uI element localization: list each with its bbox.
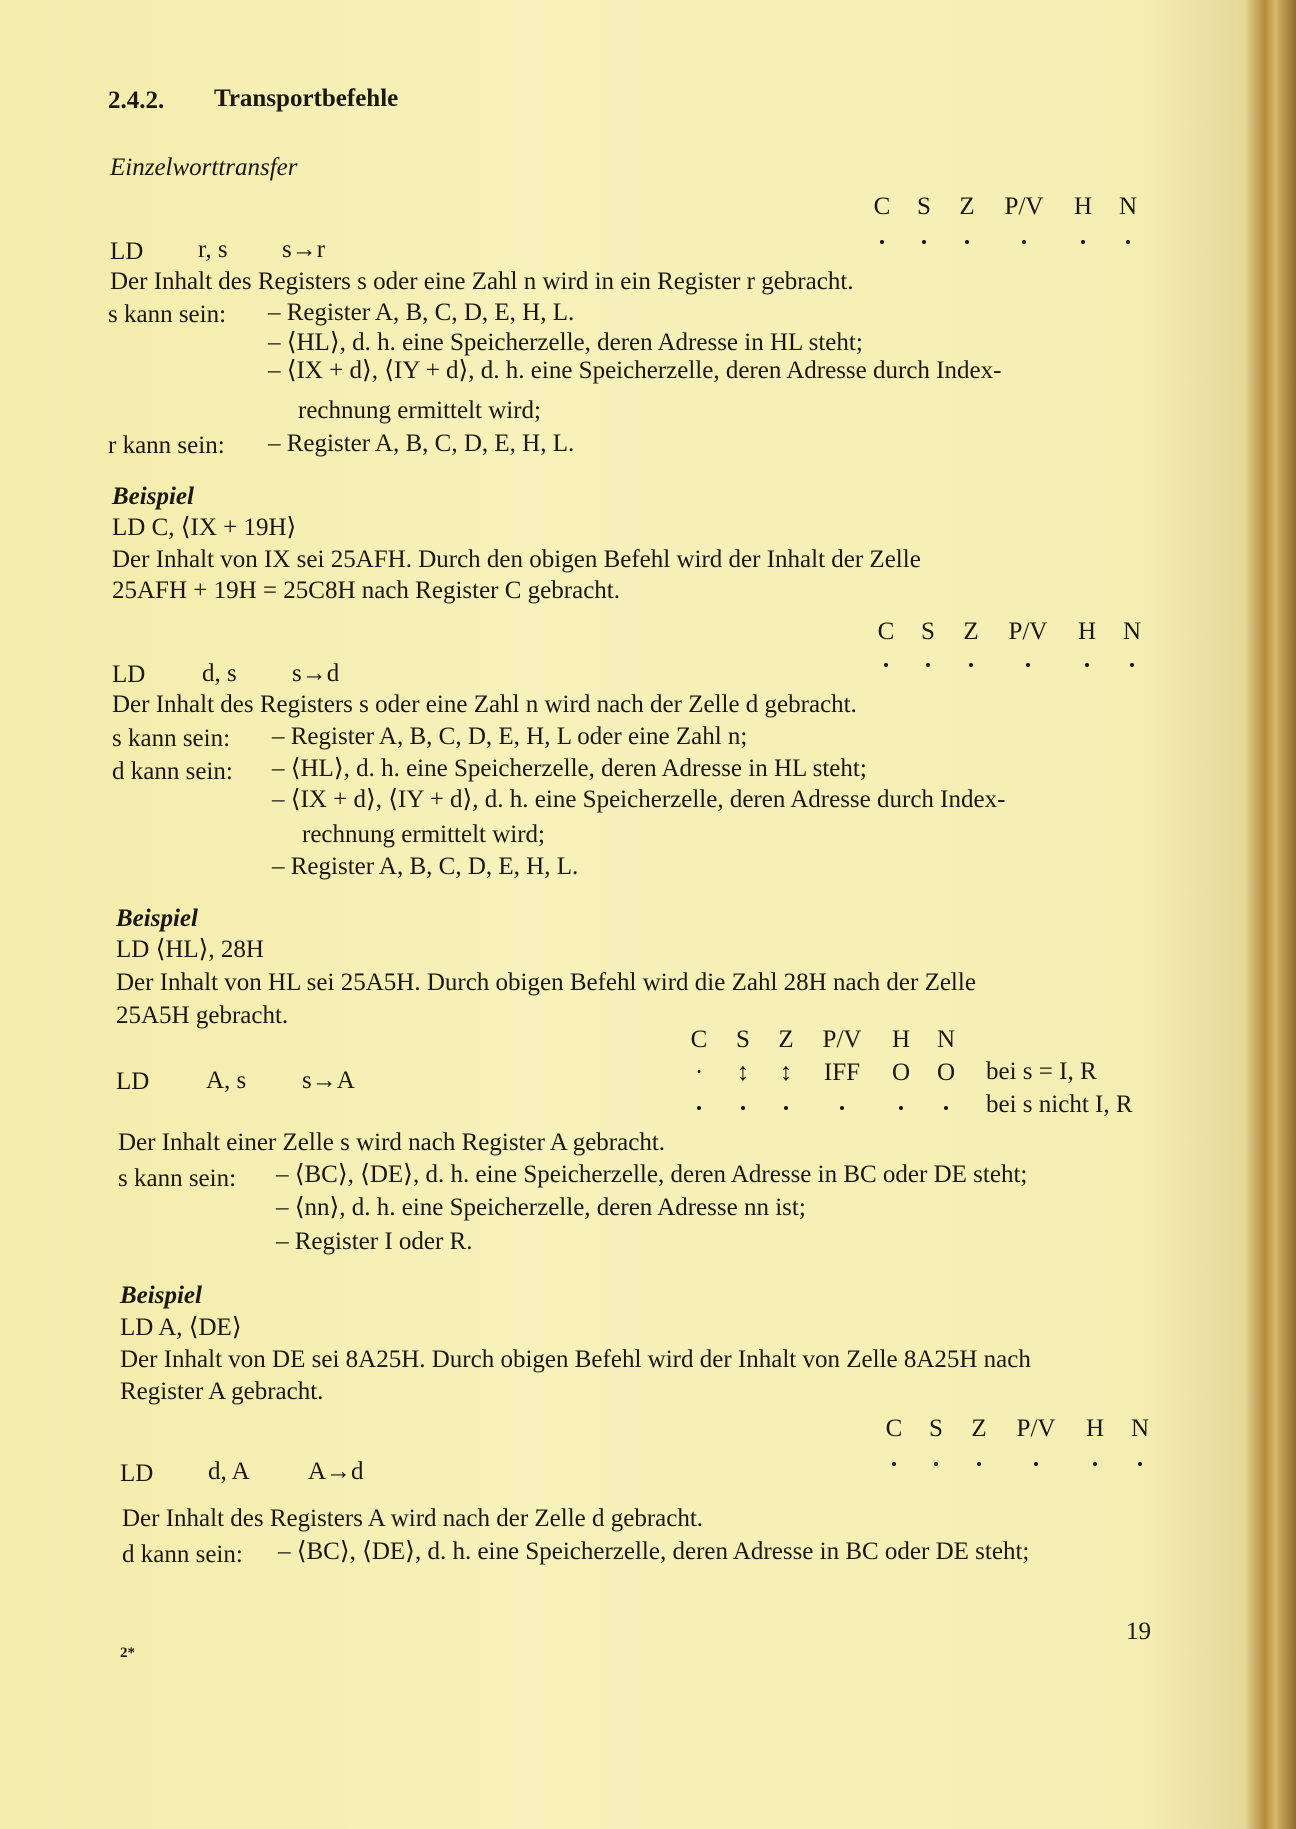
- example-code: LD C, ⟨IX + 19H⟩: [112, 514, 297, 541]
- flag-header-pv: P/V: [1004, 193, 1044, 220]
- list-item: – ⟨BC⟩, ⟨DE⟩, d. h. eine Speicherzelle, deren Adresse in BC oder DE steht;: [276, 1161, 1028, 1188]
- list-item: rechnung ermittelt wird;: [298, 397, 541, 424]
- instr-description: Der Inhalt des Registers s oder eine Zahl n wird in ein Register r gebracht.: [110, 268, 854, 295]
- list-label: s kann sein:: [112, 725, 231, 752]
- list-item: – ⟨IX + d⟩, ⟨IY + d⟩, d. h. eine Speicherzelle, deren Adresse durch Index-: [268, 357, 1002, 384]
- flag-header-n: N: [1118, 193, 1138, 220]
- list-item: – ⟨BC⟩, ⟨DE⟩, d. h. eine Speicherzelle, deren Adresse in BC oder DE steht;: [278, 1538, 1030, 1565]
- instr-description: Der Inhalt des Registers A wird nach der Zelle d gebracht.: [122, 1505, 704, 1532]
- instr-operands: d, A: [208, 1458, 250, 1485]
- flag-header-z: Z: [959, 193, 975, 220]
- list-item: rechnung ermittelt wird;: [302, 821, 545, 848]
- list-label: r kann sein:: [108, 432, 225, 459]
- flag-unchanged-dot: [1022, 240, 1026, 244]
- instr-effect: s→r: [282, 236, 326, 263]
- list-item: – ⟨HL⟩, d. h. eine Speicherzelle, deren Adresse in HL steht;: [268, 329, 863, 356]
- list-item: – Register A, B, C, D, E, H, L.: [272, 853, 579, 880]
- instr-description: Der Inhalt einer Zelle s wird nach Register A gebracht.: [118, 1129, 666, 1156]
- instr-effect: s→A: [302, 1067, 355, 1094]
- flag-header-z: Z: [963, 618, 979, 645]
- list-item: – Register A, B, C, D, E, H, L.: [268, 299, 575, 326]
- flag-value-z: ↕: [779, 1059, 793, 1086]
- flag-unchanged-dot: [922, 240, 926, 244]
- flag-header-c: C: [885, 1415, 903, 1442]
- flag-unchanged-dot: [892, 1462, 896, 1466]
- example-line: Der Inhalt von IX sei 25AFH. Durch den obigen Befehl wird der Inhalt der Zelle: [112, 546, 921, 573]
- subtitle: Einzelworttransfer: [110, 154, 298, 181]
- flag-value-pv: IFF: [823, 1059, 861, 1086]
- flag-value-n: O: [936, 1059, 956, 1086]
- example-line: Register A gebracht.: [120, 1378, 324, 1405]
- list-item: – ⟨IX + d⟩, ⟨IY + d⟩, d. h. eine Speicherzelle, deren Adresse durch Index-: [272, 786, 1006, 813]
- instr-operands: d, s: [202, 660, 237, 687]
- flag-header-h: H: [1085, 1415, 1105, 1442]
- list-item: – ⟨HL⟩, d. h. eine Speicherzelle, deren Adresse in HL steht;: [272, 755, 867, 782]
- example-line: Der Inhalt von DE sei 8A25H. Durch obigen Befehl wird der Inhalt von Zelle 8A25H nach: [120, 1346, 1031, 1373]
- flag-header-n: N: [1122, 618, 1142, 645]
- flag-header-n: N: [936, 1026, 956, 1053]
- flag-unchanged-dot: [1085, 663, 1089, 667]
- flag-header-h: H: [891, 1026, 911, 1053]
- instr-operands: r, s: [198, 236, 228, 263]
- sheet-signature: 2*: [120, 1645, 135, 1661]
- flag-value-s: ↕: [736, 1059, 750, 1086]
- example-line: Der Inhalt von HL sei 25A5H. Durch obigen Befehl wird die Zahl 28H nach der Zelle: [116, 969, 976, 996]
- example-line: 25AFH + 19H = 25C8H nach Register C gebracht.: [112, 577, 620, 604]
- flag-unchanged-dot: [965, 240, 969, 244]
- list-label: d kann sein:: [112, 758, 233, 785]
- example-heading: Beispiel: [116, 905, 198, 932]
- instr-mnemonic: LD: [120, 1460, 154, 1487]
- flag-header-pv: P/V: [1008, 618, 1048, 645]
- list-item: – Register I oder R.: [276, 1228, 473, 1255]
- flag-unchanged-dot: [1026, 663, 1030, 667]
- list-label: s kann sein:: [118, 1165, 237, 1192]
- flag-unchanged-dot: [1126, 240, 1130, 244]
- flag-unchanged-dot: [1034, 1462, 1038, 1466]
- flag-unchanged-dot: [969, 663, 973, 667]
- flag-unchanged-dot: [944, 1106, 948, 1110]
- flag-header-n: N: [1130, 1415, 1150, 1442]
- flag-unchanged-dot: [1138, 1462, 1142, 1466]
- instr-effect: s→d: [292, 660, 340, 687]
- list-item: – Register A, B, C, D, E, H, L.: [268, 430, 575, 457]
- flag-unchanged-dot: [784, 1106, 788, 1110]
- flag-unchanged-dot: [977, 1462, 981, 1466]
- flag-value-c: ·: [694, 1059, 704, 1086]
- flag-unchanged-dot: [934, 1462, 938, 1466]
- list-item: – Register A, B, C, D, E, H, L oder eine Zahl n;: [272, 723, 748, 750]
- example-heading: Beispiel: [112, 483, 194, 510]
- flag-unchanged-dot: [899, 1106, 903, 1110]
- flag-unchanged-dot: [884, 663, 888, 667]
- flag-unchanged-dot: [741, 1106, 745, 1110]
- instr-effect: A→d: [308, 1458, 364, 1485]
- flag-header-h: H: [1073, 193, 1093, 220]
- flag-header-pv: P/V: [822, 1026, 862, 1053]
- flag-note: bei s nicht I, R: [986, 1091, 1133, 1118]
- flag-unchanged-dot: [926, 663, 930, 667]
- flag-header-z: Z: [778, 1026, 794, 1053]
- flag-unchanged-dot: [880, 240, 884, 244]
- example-line: 25A5H gebracht.: [116, 1002, 289, 1029]
- section-title: Transportbefehle: [214, 85, 399, 112]
- flag-header-pv: P/V: [1016, 1415, 1056, 1442]
- flag-note: bei s = I, R: [986, 1058, 1097, 1085]
- flag-header-c: C: [690, 1026, 708, 1053]
- page-number: 19: [1126, 1618, 1151, 1645]
- flag-header-h: H: [1077, 618, 1097, 645]
- list-item: – ⟨nn⟩, d. h. eine Speicherzelle, deren Adresse nn ist;: [276, 1194, 806, 1221]
- list-label: s kann sein:: [108, 301, 227, 328]
- flag-header-c: C: [877, 618, 895, 645]
- example-code: LD A, ⟨DE⟩: [120, 1314, 242, 1341]
- flag-header-s: S: [929, 1415, 943, 1442]
- flag-header-z: Z: [971, 1415, 987, 1442]
- section-number: 2.4.2.: [108, 87, 165, 114]
- instr-mnemonic: LD: [116, 1068, 150, 1095]
- flag-unchanged-dot: [1093, 1462, 1097, 1466]
- instr-mnemonic: LD: [110, 238, 144, 265]
- instr-description: Der Inhalt des Registers s oder eine Zahl n wird nach der Zelle d gebracht.: [112, 691, 857, 718]
- flag-header-s: S: [917, 193, 931, 220]
- example-heading: Beispiel: [120, 1282, 202, 1309]
- list-label: d kann sein:: [122, 1541, 243, 1568]
- flag-header-s: S: [736, 1026, 750, 1053]
- flag-unchanged-dot: [697, 1106, 701, 1110]
- flag-header-s: S: [921, 618, 935, 645]
- example-code: LD ⟨HL⟩, 28H: [116, 936, 264, 963]
- flag-header-c: C: [873, 193, 891, 220]
- flag-unchanged-dot: [1130, 663, 1134, 667]
- instr-mnemonic: LD: [112, 661, 146, 688]
- flag-unchanged-dot: [1081, 240, 1085, 244]
- flag-unchanged-dot: [840, 1106, 844, 1110]
- instr-operands: A, s: [206, 1067, 247, 1094]
- flag-value-h: O: [891, 1059, 911, 1086]
